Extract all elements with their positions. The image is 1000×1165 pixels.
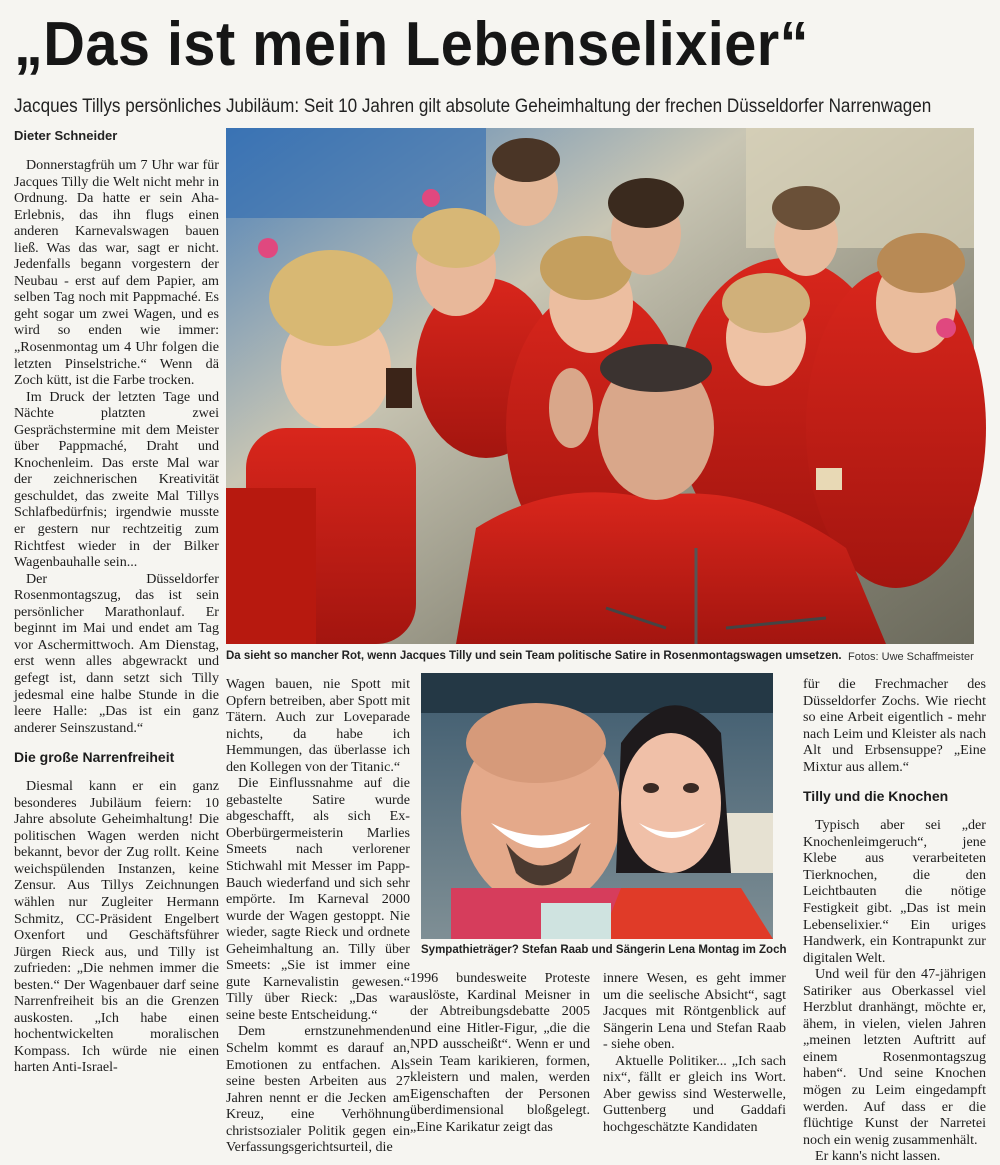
- second-photo-caption: Sympathieträger? Stefan Raab und Sängerin Lena Montag im Zoch: [421, 944, 787, 956]
- paragraph: 1996 bundesweite Proteste auslöste, Kardinal Meisner in der Abtreibungsdebatte 2005 und eine Hitler-Figur, „die die NPD ausscheißt“. Wenn er und sein Team karikieren, formen, kleistern und malen, werden Eigenschaften der Personen überdimensional bloßgelegt. „Eine Karikatur zeigt das: [410, 970, 590, 1135]
- paragraph: Aktuelle Politiker... „Ich sach nix“, fällt er gleich ins Wort. Aber gewiss sind Westerwelle, Guttenberg und Gaddafi hochgeschätzte Kandidaten: [603, 1052, 786, 1135]
- main-photo-caption: Da sieht so mancher Rot, wenn Jacques Tilly und sein Team politische Satire in Rosenmontagswagen umsetzen.: [226, 650, 842, 662]
- paragraph: Er kann's nicht lassen.: [815, 1148, 941, 1165]
- paragraph: Im Druck der letzten Tage und Nächte platzten zwei Gesprächstermine mit dem Meister über Pappmaché, Draht und Knochenleim. Das erste Mal war der zeichnerischen Kreativität geschuldet, das zweite Mal Tillys Schlafbedürfnis; irgendwie musste er gestern nur rechtzeitig zum Richtfest wieder in der Bilker Wagenbauhalle sein...: [14, 388, 219, 571]
- article-subheadline: Jacques Tillys persönliches Jubiläum: Seit 10 Jahren gilt absolute Geheimhaltung der frechen Düsseldorfer Narrenwagen: [14, 96, 932, 117]
- paragraph: innere Wesen, es geht immer um die seelische Absicht“, sagt Jacques mit Röntgenblick auf Sängerin Lena und Stefan Raab - siehe oben.: [603, 970, 786, 1053]
- paragraph: Donnerstagfrüh um 7 Uhr war für Jacques Tilly die Welt nicht mehr in Ordnung. Da hatte er sein Aha-Erlebnis, das ihn flugs einen anderen Karnevalswagen bauen ließ. Was das war, sagt er nicht. Jedenfalls begann vorgestern der Neubau - erst auf dem Papier, am selben Tag noch mit Pappmaché. Es geht sogar um zwei Wagen, und es wird so enden wie immer: „Rosenmontag um 4 Uhr folgen die letzten Pinselstriche.“ Wenn dä Zoch kütt, ist die Farbe trocken.: [14, 157, 219, 389]
- paragraph: Dem ernstzunehmenden Schelm kommt es darauf an, Emotionen zu entfachen. Als seine besten Arbeiten aus 27 Jahren nennt er die Jecken am Kreuz, eine Verhöhnung christsozialer Politik gegen ein Verfassungsgerichtsurteil, die: [226, 1023, 410, 1156]
- paragraph: Die Einflussnahme auf die gebastelte Satire wurde abgeschafft, als sich Ex-Oberbürgermeisterin Marlies Smeets nach verlorener Stichwahl mit Messer im Papp-Bauch wiederfand und sich sehr empörte. Im Karneval 2000 wurde der Wagen gestoppt. Nie wieder, sagte Rieck und ordnete Geheimhaltung an. Tilly über Smeets: „Sie ist immer eine gute Karnevalistin gewesen.“ Tilly über Rieck: „Das war seine beste Entscheidung.“: [226, 775, 410, 1023]
- article-column-3: [410, 970, 590, 1135]
- second-photo: [421, 673, 773, 939]
- article-column-2: [226, 676, 410, 1156]
- paragraph: Wagen bauen, nie Spott mit Opfern betreiben, aber Spott mit Tätern. Auch zur Loveparade nichts, da habe ich Hemmungen, das überlasse ich den Kollegen von der Titanic.“: [226, 676, 410, 775]
- article-column-5: [803, 676, 986, 1165]
- main-photo: [226, 128, 974, 644]
- paragraph: Und weil für den 47-jährigen Satiriker aus Oberkassel viel Herzblut dranhängt, möchte er, ähem, in vielen, vielen Jahren „meinen letzten Auftritt auf einem Rosenmontagszug haben“. Und seine Knochen mögen zu Leim eingedampft werden. Auf dass er die flüchtige Kunst der Narretei noch ein wenig zusammenhält.: [803, 966, 986, 1148]
- article-headline: „Das ist mein Lebenselixier“: [14, 10, 809, 79]
- article-column-4: [603, 970, 786, 1135]
- article-column-1: [14, 157, 219, 1076]
- author-byline: Dieter Schneider: [14, 128, 118, 143]
- paragraph: für die Frechmacher des Düsseldorfer Zochs. Wie riecht so eine Arbeit eigentlich - mehr nach Leim und Kleister als nach Alt und Erbsensuppe? „Eine Mixtur aus allem.“: [803, 676, 986, 775]
- photo-credit: Fotos: Uwe Schaffmeister: [848, 651, 974, 663]
- paragraph: Der Düsseldorfer Rosenmontagszug, das ist sein persönlicher Marathonlauf. Er beginnt im Mai und endet am Tag vor Aschermittwoch. Am Dienstag, erst wenn alles abgewrackt und gefegt ist, dann setzt sich Tilly jedesmal eine halbe Stunde in die leere Halle: „Das ist ein ganz anderer Seinszustand.“: [14, 570, 219, 736]
- subheading-narrenfreiheit: Die große Narrenfreiheit: [14, 749, 175, 766]
- paragraph: Typisch aber sei „der Knochenleimgeruch“, jene Klebe aus verarbeiteten Tierknochen, die den Leichtbauten die nötige Festigkeit gibt. „Das ist mein Lebenselixier.“ Ein uriges Handwerk, ein Kontrapunkt zur digitalen Welt.: [803, 817, 986, 966]
- paragraph: Diesmal kann er ein ganz besonderes Jubiläum feiern: 10 Jahre absolute Geheimhaltung! Die politischen Wagen werden nicht bekannt, bevor der Zug rollt. Keine weichspülenden Instanzen, keine Zensur. Aus Tillys Zeichnungen wählen nur Zugleiter Hermann Schmitz, CC-Präsident Engelbert Oxenfort und Geschäftsführer Jürgen Rieck aus, und Tilly ist zufrieden: „Die nehmen immer die besten.“ Der Wagenbauer darf seine Narrenfreiheit bis an die Grenzen auskosten. „Ich habe einen hochentwickelten moralischen Kompass. Ich würde nie einen harten Anti-Israel-: [14, 778, 219, 1076]
- subheading-knochen: Tilly und die Knochen: [803, 788, 949, 805]
